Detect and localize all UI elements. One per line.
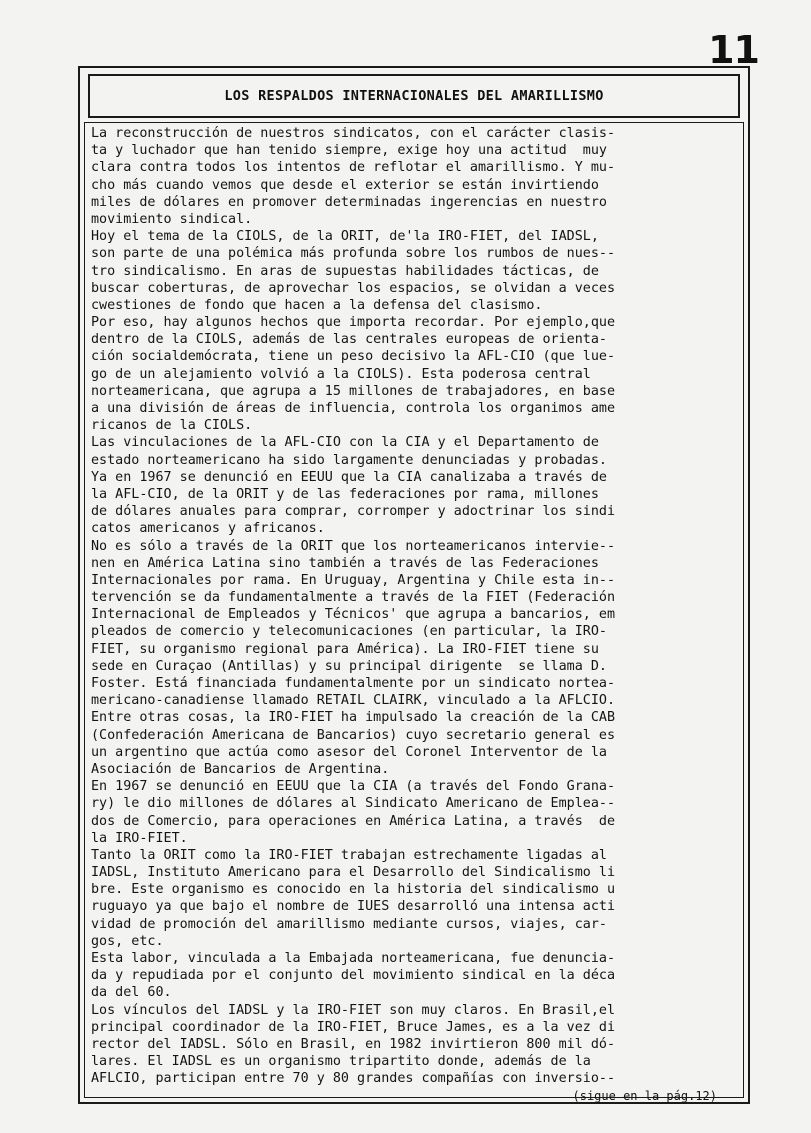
body-text-line: la AFL-CIO, de la ORIT y de las federaciones por rama, millones [91, 486, 599, 502]
body-text-line: Hoy el tema de la CIOLS, de la ORIT, de'la IRO-FIET, del IADSL, [91, 229, 599, 245]
body-text-line: principal coordinador de la IRO-FIET, Bruce James, es a la vez di [91, 1019, 616, 1035]
body-text-line: movimiento sindical. [91, 211, 253, 227]
body-text-line: estado norteamericano ha sido largamente denunciadas y probadas. [91, 452, 607, 468]
body-text-line: bre. Este organismo es conocido en la historia del sindicalismo u [91, 882, 616, 898]
body-text-line: FIET, su organismo regional para América). La IRO-FIET tiene su [91, 641, 599, 657]
body-text-line: a una división de áreas de influencia, controla los organimos ame [91, 401, 616, 416]
body-text-line: Asociación de Bancarios de Argentina. [91, 761, 390, 777]
body-text-line: Las vinculaciones de la AFL-CIO con la CIA y el Departamento de [91, 435, 599, 451]
title-box [88, 74, 740, 118]
body-text-line: tervención se da fundamentalmente a través de la FIET (Federación [91, 590, 616, 606]
body-text-line: sede en Curaçao (Antillas) y su principal dirigente se llama D. [91, 658, 607, 674]
article-body [84, 122, 744, 1103]
body-text-line: clara contra todos los intentos de reflotar el amarillismo. Y mu- [91, 160, 616, 176]
body-text-line: nen en América Latina sino también a través de las Federaciones [91, 555, 599, 571]
body-text-line: dentro de la CIOLS, además de las centrales europeas de orienta- [91, 332, 607, 348]
article-frame [78, 66, 750, 1104]
body-text-line: cwestiones de fondo que hacen a la defensa del clasismo. [91, 297, 543, 313]
body-text-line: En 1967 se denunció en EEUU que la CIA (a través del Fondo Grana- [91, 779, 616, 795]
body-text-line: Ya en 1967 se denunció en EEUU que la CIA canalizaba a través de [91, 469, 607, 485]
body-text-line: mericano-canadiense llamado RETAIL CLAIRK, vinculado a la AFLCIO. [91, 693, 616, 709]
body-text-line: pleados de comercio y telecomunicaciones (en particular, la IRO- [91, 624, 607, 640]
body-text-line: IADSL, Instituto Americano para el Desarrollo del Sindicalismo li [91, 865, 616, 881]
body-text-line: de dólares anuales para comprar, corromper y adoctrinar los sindi [91, 504, 616, 520]
body-text-line: son parte de una polémica más profunda sobre los rumbos de nues-- [91, 246, 616, 262]
body-text-line: AFLCIO, participan entre 70 y 80 grandes compañías con inversio-- [91, 1071, 616, 1087]
continuation-note: (sigue en la pág.12) [572, 1088, 717, 1103]
body-text-line: Internacional de Empleados y Técnicos' que agrupa a bancarios, em [91, 607, 616, 623]
body-text-line: ruguayo ya que bajo el nombre de IUES desarrolló una intensa acti [91, 899, 616, 915]
body-text-line: No es sólo a través de la ORIT que los norteamericanos intervie-- [91, 538, 616, 554]
body-text-line: ta y luchador que han tenido siempre, exige hoy una actitud muy [91, 143, 607, 159]
body-text-line: vidad de promoción del amarillismo mediante cursos, viajes, car- [91, 916, 607, 932]
body-text-line: catos americanos y africanos. [91, 521, 325, 537]
body-text-line: tro sindicalismo. En aras de supuestas habilidades tácticas, de [91, 263, 599, 279]
body-text-line: Internacionales por rama. En Uruguay, Argentina y Chile esta in-- [91, 572, 616, 588]
body-text-line: rector del IADSL. Sólo en Brasil, en 1982 invirtieron 800 mil dó- [91, 1036, 616, 1052]
body-text-line: Tanto la ORIT como la IRO-FIET trabajan estrechamente ligadas al [91, 847, 607, 863]
body-text-line: go de un alejamiento volvió a la CIOLS). Esta poderosa central [91, 366, 591, 382]
body-text-line: (Confederación Americana de Bancarios) cuyo secretario general es [91, 727, 616, 743]
body-text-line: ry) le dio millones de dólares al Sindicato Americano de Emplea-- [91, 796, 616, 812]
body-text-line: norteamericana, que agrupa a 15 millones de trabajadores, en base [91, 383, 616, 399]
page-number: 11 [708, 28, 759, 72]
body-text-line: Entre otras cosas, la IRO-FIET ha impulsado la creación de la CAB [91, 710, 616, 726]
body-text-line: la IRO-FIET. [91, 830, 188, 846]
body-text-line: miles de dólares en promover determinadas ingerencias en nuestro [91, 194, 607, 210]
body-text-line: Los vínculos del IADSL y la IRO-FIET son muy claros. En Brasil,el [91, 1002, 616, 1018]
body-text-line: gos, etc. [91, 933, 164, 949]
body-text-line: da del 60. [91, 985, 172, 1001]
body-text-line: Esta labor, vinculada a la Embajada norteamericana, fue denuncia- [91, 951, 616, 966]
body-text-line: dos de Comercio, para operaciones en América Latina, a través de [91, 813, 616, 829]
body-text-line: Foster. Está financiada fundamentalmente por un sindicato nortea- [91, 676, 616, 691]
body-text-line: lares. El IADSL es un organismo tripartito donde, además de la [91, 1054, 591, 1070]
body-text-line: cho más cuando vemos que desde el exterior se están invirtiendo [91, 177, 599, 193]
body-text-line: La reconstrucción de nuestros sindicatos, con el carácter clasis- [91, 126, 616, 141]
body-text-line: buscar coberturas, de aprovechar los espacios, se olvidan a veces [91, 280, 616, 296]
body-text-line: un argentino que actúa como asesor del Coronel Interventor de la [91, 744, 607, 760]
body-text-line: ción socialdemócrata, tiene un peso decisivo la AFL-CIO (que lue- [91, 349, 616, 365]
body-text-line: Por eso, hay algunos hechos que importa recordar. Por ejemplo,que [91, 315, 616, 331]
body-text-line: da y repudiada por el conjunto del movimiento sindical en la déca [91, 968, 616, 984]
article-title: LOS RESPALDOS INTERNACIONALES DEL AMARILLISMO [224, 88, 604, 104]
body-text-line: ricanos de la CIOLS. [91, 418, 253, 434]
